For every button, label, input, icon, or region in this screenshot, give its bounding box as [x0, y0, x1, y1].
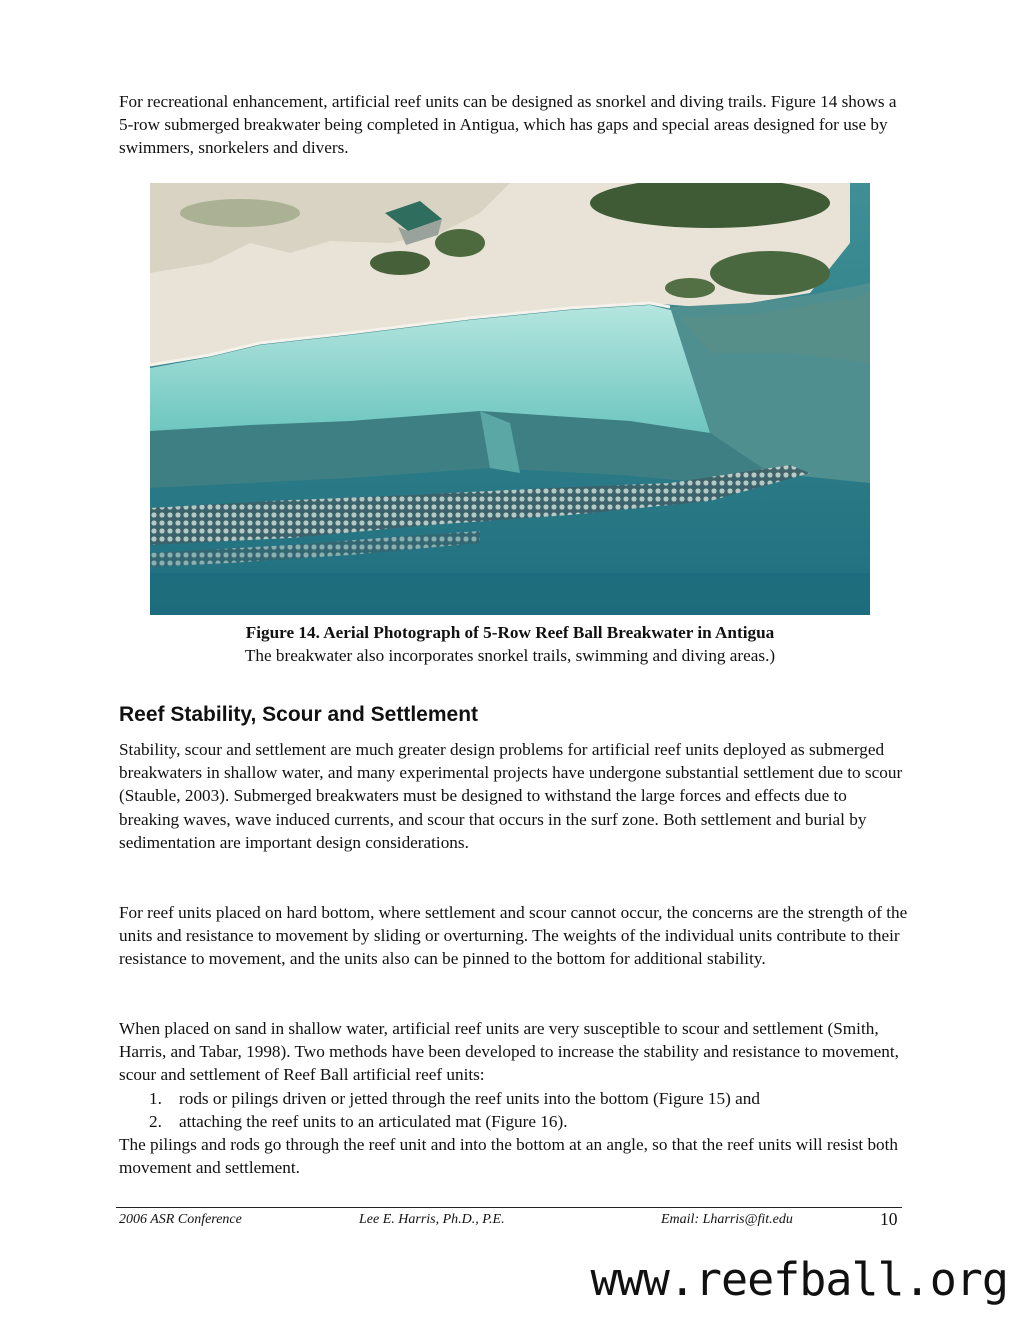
section-heading: Reef Stability, Scour and Settlement [119, 703, 479, 726]
list-text: attaching the reef units to an articulated mat (Figure 16). [179, 1112, 568, 1132]
paragraph-sand: When placed on sand in shallow water, artificial reef units are very susceptible to scour and settlement (Smith, Harris, and Tabar, 1998). Two methods have been developed to increase the stability and resistance to movement, scour and settlement of Reef Ball artificial reef units: [119, 1019, 899, 1085]
footer-email: Email: Lharris@fit.edu [661, 1212, 793, 1227]
list-item [119, 1110, 909, 1133]
list-text: rods or pilings driven or jetted through the reef units into the bottom (Figure 15) and [179, 1089, 760, 1108]
figure-caption: The breakwater also incorporates snorkel trails, swimming and diving areas.) [244, 646, 776, 665]
intro-paragraph: For recreational enhancement, artificial reef units can be designed as snorkel and diving trails. Figure 14 shows a 5-row submerged breakwater being completed in Antigua, which has gaps and special areas designed for use by swimmers, snorkelers and divers. [119, 92, 897, 158]
paragraph-stability: Stability, scour and settlement are much greater design problems for artificial reef units deployed as submerged breakwaters in shallow water, and many experimental projects have undergone substantial settlement due to scour (Stauble, 2003). Submerged breakwaters must be designed to withstand the large forces and effects due to breaking waves, wave induced currents, and scour that occurs in the surf zone. Both settlement and burial by sedimentation are important design considerations. [119, 740, 903, 852]
aerial-photograph [150, 183, 870, 615]
methods-list [119, 1087, 909, 1133]
list-number: 1. [149, 1089, 162, 1108]
paragraph-hard-bottom: For reef units placed on hard bottom, where settlement and scour cannot occur, the concerns are the strength of the units and resistance to movement by sliding or overturning. The weights of the individual units contribute to their resistance to movement, and the units also can be pinned to the bottom for additional stability. [119, 903, 908, 969]
footer-conference: 2006 ASR Conference [119, 1212, 242, 1227]
figure-title: Figure 14. Aerial Photograph of 5-Row Reef Ball Breakwater in Antigua [245, 623, 775, 642]
footer-author: Lee E. Harris, Ph.D., P.E. [359, 1212, 505, 1227]
footer-rule [116, 1207, 902, 1208]
watermark: www.reefball.org [590, 1253, 1008, 1306]
page-number: 10 [880, 1209, 898, 1229]
list-item [119, 1087, 909, 1110]
list-number: 2. [149, 1112, 162, 1132]
paragraph-pilings: The pilings and rods go through the reef unit and into the bottom at an angle, so that the reef units will resist both movement and settlement. [119, 1135, 899, 1178]
